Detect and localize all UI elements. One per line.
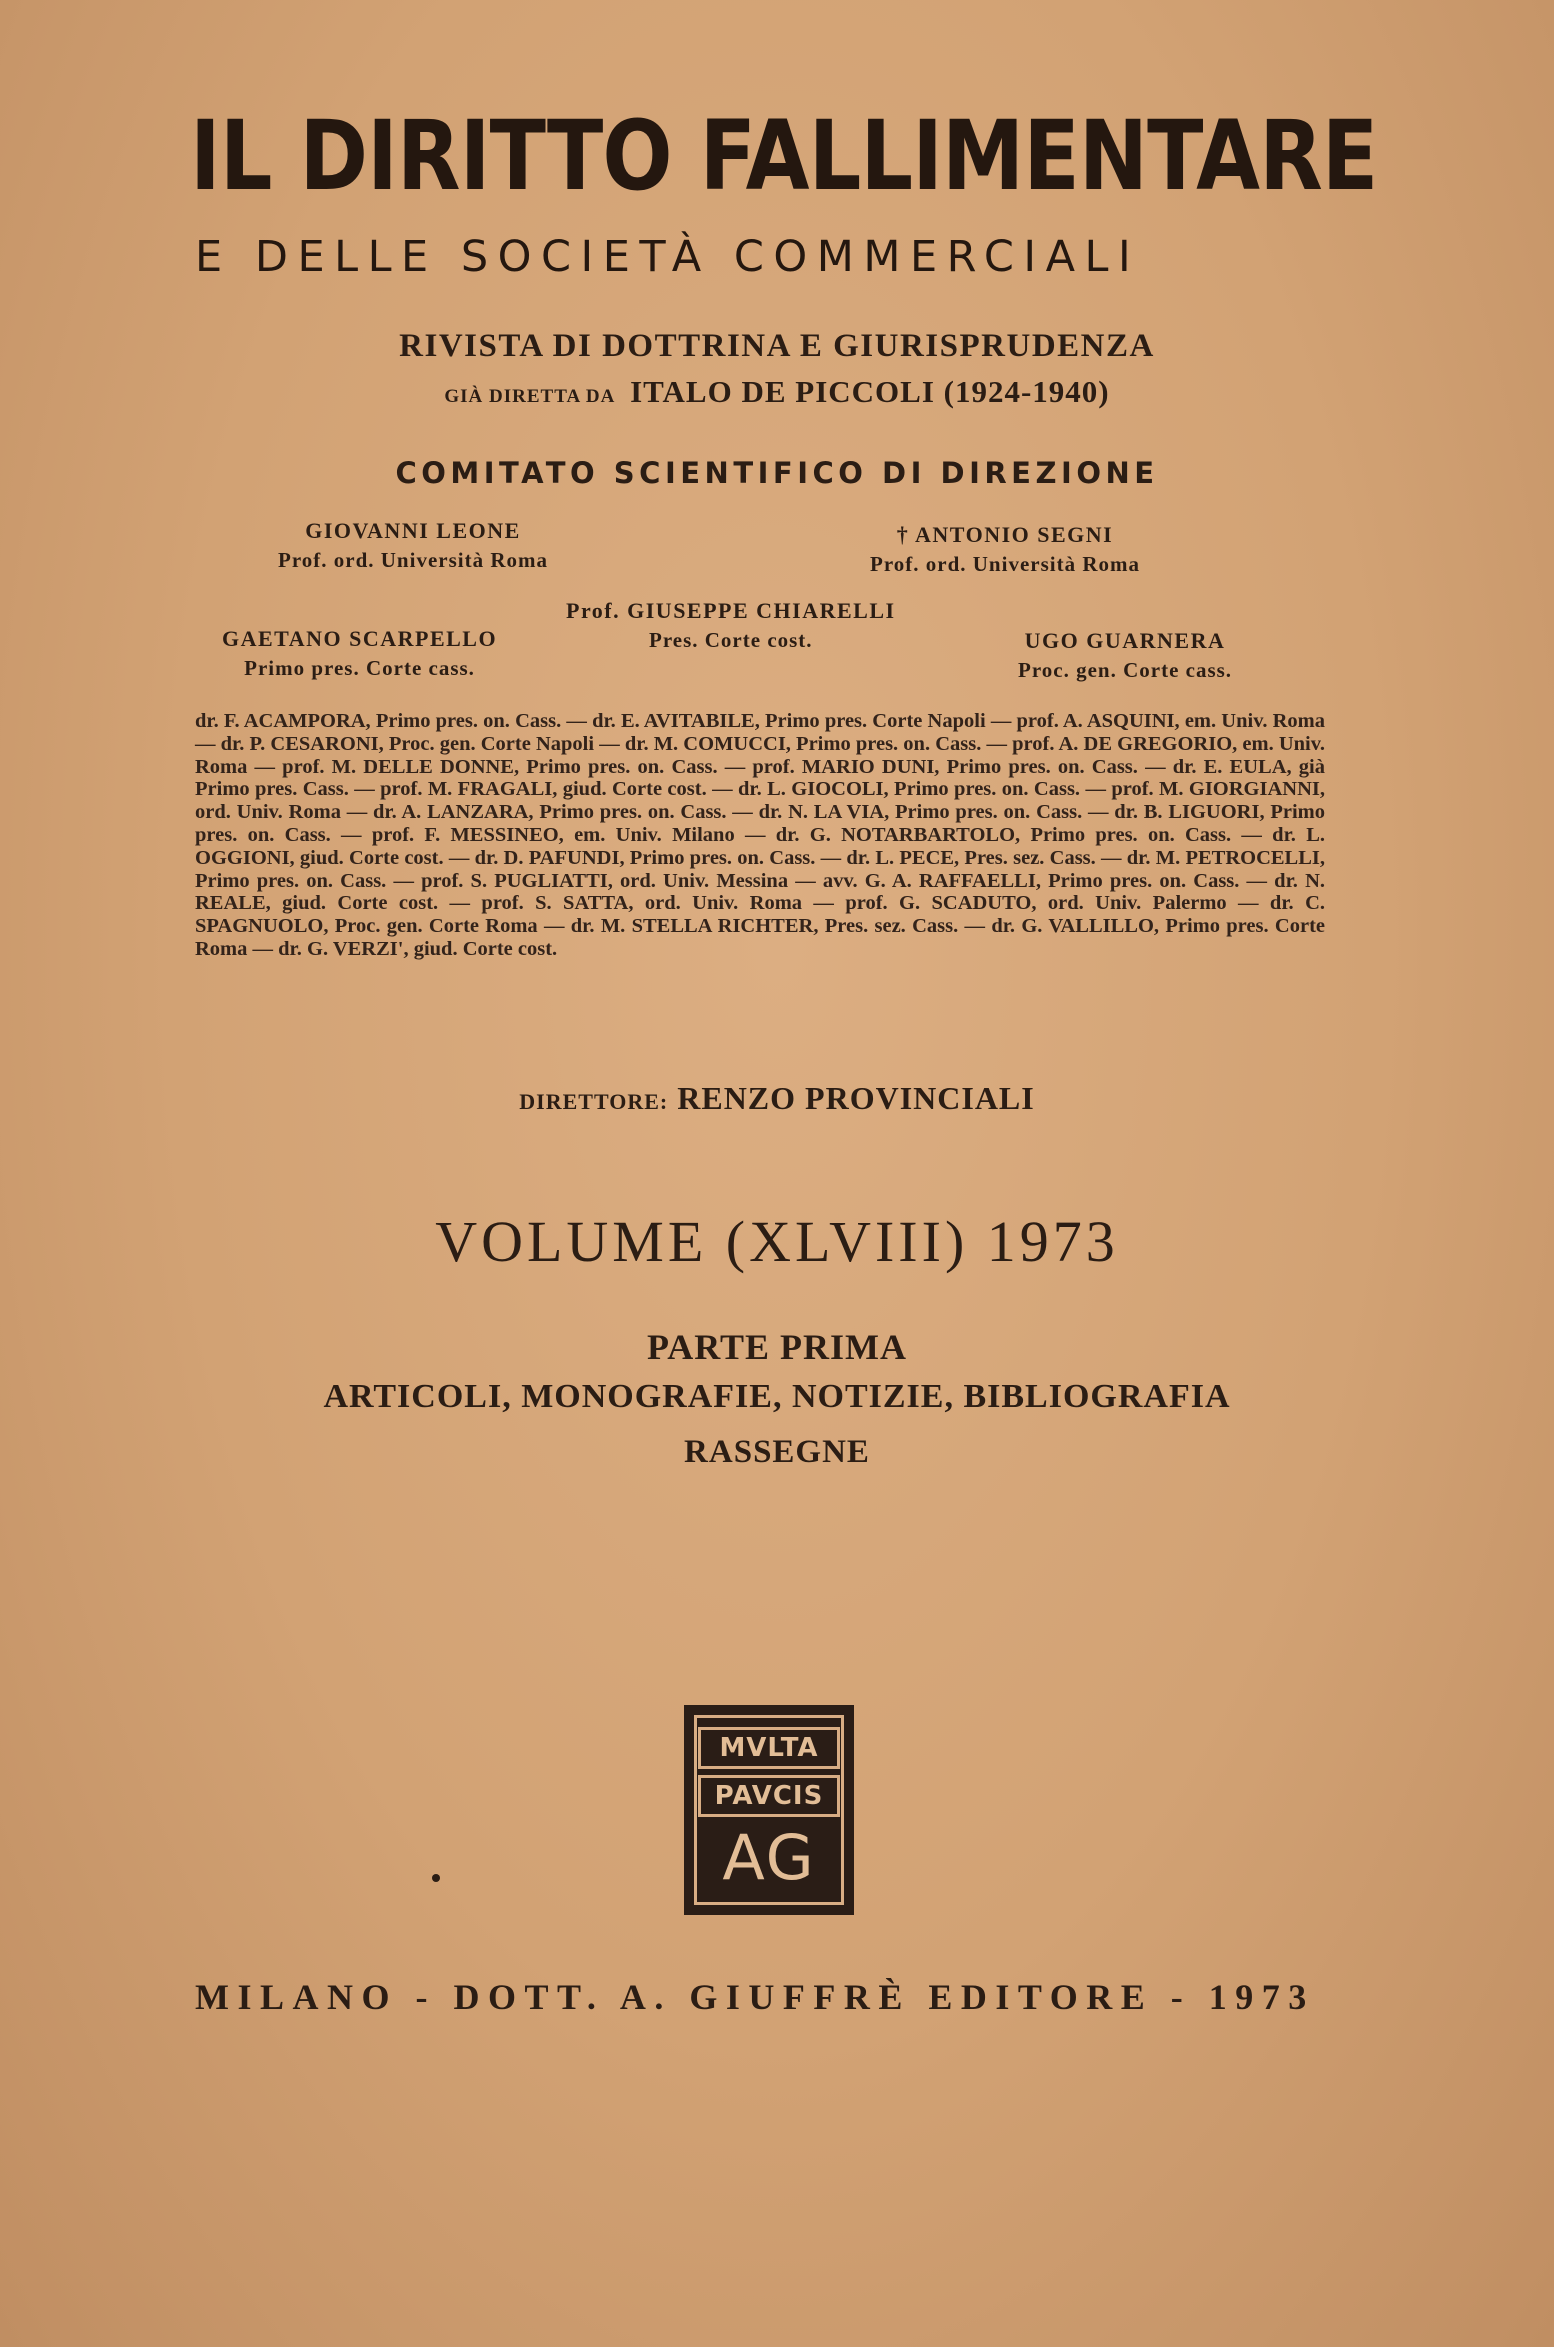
leader-name: Prof. GIUSEPPE CHIARELLI [566,598,896,623]
director-name: RENZO PROVINCIALI [677,1080,1035,1116]
formerly-name: ITALO DE PICCOLI (1924-1940) [630,374,1110,409]
logo-word-1: MVLTA [698,1727,840,1769]
committee-members-list: dr. F. ACAMPORA, Primo pres. on. Cass. — dr. E. AVITABILE, Primo pres. Corte Napoli — prof. A. ASQUINI, em. Univ. Roma — dr. P. CESARONI, Proc. gen. Corte Napoli — dr. M. COMUCCI, Primo pres. on. Cass. — prof. A. DE GREGORIO, em. Univ. Roma — prof. M. DELLE DONNE, Primo pres. on. Cass. — prof. MARIO DUNI, Primo pres. on. Cass. — dr. E. EULA, già Primo pres. Cass. — prof. M. FRAGALI, giud. Corte cost. — dr. L. GIOCOLI, Primo pres. on. Cass. — prof. M. GIORGIANNI, ord. Univ. Roma — dr. A. LANZARA, Primo pres. on. Cass. — dr. N. LA VIA, Primo pres. on. Cass. — dr. B. LIGUORI, Primo pres. on. Cass. — prof. F. MESSINEO, em. Univ. Milano — dr. G. NOTARBARTOLO, Primo pres. on. Cass. — dr. L. OGGIONI, giud. Corte cost. — dr. D. PAFUNDI, Primo pres. on. Cass. — dr. L. PECE, Pres. sez. Cass. — dr. M. PETROCELLI, Primo pres. on. Cass. — prof. S. PUGLIATTI, ord. Univ. Messina — avv. G. A. RAFFAELLI, Primo pres. on. Cass. — dr. N. REALE, giud. Corte cost. — prof. S. SATTA, ord. Univ. Roma — prof. G. SCADUTO, ord. Univ. Palermo — dr. C. SPAGNUOLO, Proc. gen. Corte Roma — dr. M. STELLA RICHTER, Pres. sez. Cass. — dr. G. VALLILLO, Primo pres. Corte Roma — dr. G. VERZI', giud. Corte cost. [195,710,1325,960]
part-contents: ARTICOLI, MONOGRAFIE, NOTIZIE, BIBLIOGRAFIA [323,1378,1231,1415]
formerly-directed-by [0,374,1554,410]
leader-role: Prof. ord. Università Roma [278,548,548,572]
part-title: PARTE PRIMA [646,1327,908,1367]
committee-leader [566,598,896,653]
journal-tagline: RIVISTA DI DOTTRINA E GIURISPRUDENZA [399,328,1155,364]
leader-name: GAETANO SCARPELLO [222,626,498,651]
publisher-logo [684,1705,854,1915]
committee-leader [870,522,1140,577]
leader-role: Pres. Corte cost. [649,628,813,652]
journal-subtitle: E DELLE SOCIETÀ COMMERCIALI [195,232,1141,282]
committee-leader [1018,628,1232,683]
director-label: DIRETTORE: [519,1089,669,1114]
journal-title: IL DIRITTO FALLIMENTARE [190,100,1378,212]
volume-title: VOLUME (XLVIII) 1973 [435,1209,1119,1274]
leader-role: Prof. ord. Università Roma [870,552,1140,576]
committee-leader [222,626,497,681]
committee-leader [278,518,548,573]
leader-role: Primo pres. Corte cass. [244,656,475,680]
publisher-imprint: MILANO - DOTT. A. GIUFFRÈ EDITORE - 1973 [195,1977,1315,2017]
committee-heading: COMITATO SCIENTIFICO DI DIREZIONE [395,456,1159,490]
leader-name: UGO GUARNERA [1024,628,1226,653]
logo-monogram: AG [722,1821,816,1894]
part-contents-2: RASSEGNE [684,1434,870,1470]
logo-word-2: PAVCIS [698,1775,840,1817]
leader-role: Proc. gen. Corte cass. [1018,658,1233,682]
formerly-prefix: GIÀ DIRETTA DA [444,386,616,407]
ink-dot [432,1874,440,1882]
leader-name: † ANTONIO SEGNI [896,522,1114,547]
leader-name: GIOVANNI LEONE [305,518,521,543]
director-line [0,1080,1554,1117]
